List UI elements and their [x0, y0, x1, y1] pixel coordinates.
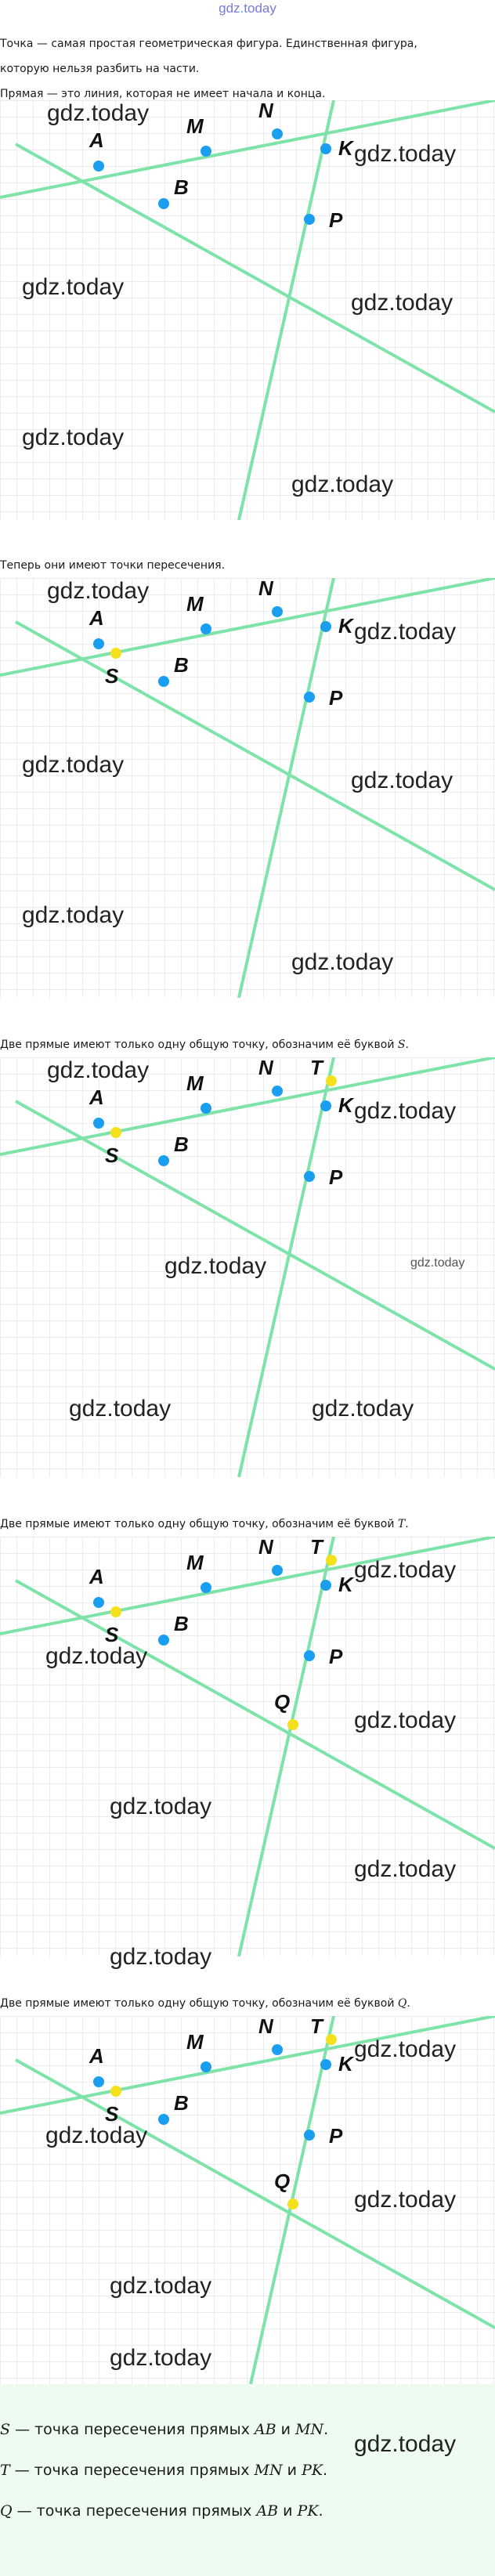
point-p	[304, 1171, 315, 1182]
step-5-prefix: Две прямые имеют только одну общую точку, обозначим её буквой	[0, 1997, 398, 2010]
legend-q-text: — точка пересечения прямых	[12, 2502, 257, 2520]
line-mn	[0, 2016, 495, 2113]
point-s	[110, 648, 121, 659]
watermark: gdz.today	[354, 2187, 457, 2213]
legend-s-var: S	[0, 2421, 11, 2438]
label-m: M	[186, 2030, 204, 2054]
point-s	[110, 1606, 121, 1617]
point-t	[326, 1555, 337, 1566]
legend-s-text: — точка пересечения прямых	[10, 2421, 255, 2438]
label-m: M	[186, 592, 204, 616]
point-b	[158, 676, 169, 687]
logo-tail: today	[244, 1, 276, 16]
line-ab	[16, 1101, 495, 1369]
point-k	[320, 621, 331, 632]
figure-intersection-t	[0, 1537, 495, 1970]
point-q	[287, 2198, 298, 2209]
point-m	[201, 146, 211, 157]
watermark: gdz.today	[22, 752, 125, 778]
watermark: gdz.today	[291, 949, 394, 975]
watermark: gdz.today	[110, 2345, 212, 2371]
step-4-prefix: Две прямые имеют только одну общую точку, обозначим её буквой	[0, 1518, 398, 1530]
figure-intersection-q	[0, 2016, 495, 2384]
point-k	[320, 1580, 331, 1591]
label-q: Q	[274, 2170, 291, 2193]
watermark: gdz.today	[110, 1944, 212, 1970]
logo-dot: .	[240, 1, 244, 16]
label-a: A	[89, 606, 104, 630]
line-mn	[0, 1537, 495, 1634]
watermark: gdz.today	[110, 1794, 212, 1819]
label-t: T	[310, 1057, 323, 1079]
label-n: N	[258, 578, 273, 600]
figure-intersections	[0, 578, 495, 998]
point-a	[93, 2076, 104, 2087]
label-p: P	[329, 208, 343, 232]
watermark: gdz.today	[354, 1557, 457, 1583]
label-b: B	[174, 2091, 189, 2115]
intro-line-3: Прямая — это линия, которая не имеет начала и конца.	[0, 88, 326, 100]
step-3-variable: S	[397, 1039, 406, 1051]
label-s: S	[105, 2102, 119, 2126]
label-b: B	[174, 175, 189, 199]
legend-q-line-2: PK	[297, 2502, 319, 2520]
label-a: A	[89, 1086, 104, 1109]
label-n: N	[258, 1057, 273, 1079]
watermark: gdz.today	[69, 1396, 172, 1422]
label-n: N	[258, 100, 273, 122]
step-2-text: Теперь они имеют точки пересечения.	[0, 559, 226, 572]
label-t: T	[310, 2016, 323, 2038]
label-k: K	[338, 1093, 353, 1117]
point-a	[93, 161, 104, 172]
figure-lines	[0, 100, 495, 520]
step-4-variable: T	[397, 1518, 406, 1530]
point-q	[287, 1719, 298, 1730]
point-n	[272, 2044, 283, 2055]
label-m: M	[186, 1071, 204, 1095]
step-3-text: Две прямые имеют только одну общую точку, обозначим её буквой S.	[0, 1039, 409, 1051]
label-k: K	[338, 136, 353, 160]
label-n: N	[258, 1537, 273, 1559]
label-s: S	[105, 664, 119, 688]
legend-row-q: Q — точка пересечения прямых AB и PK.	[0, 2502, 323, 2520]
point-a	[93, 1597, 104, 1608]
legend-t-text: — точка пересечения прямых	[9, 2462, 255, 2479]
point-k	[320, 143, 331, 154]
intro-line-2: которую нельзя разбить на части.	[0, 63, 200, 75]
legend-s-line-1: AB	[254, 2421, 276, 2438]
legend-q-var: Q	[0, 2502, 13, 2520]
legend-t-and: и	[282, 2462, 302, 2479]
intro-line-1: Точка — самая простая геометрическая фигура. Единственная фигура,	[0, 38, 417, 50]
watermark: gdz.today	[22, 902, 125, 928]
point-p	[304, 692, 315, 703]
point-n	[272, 1086, 283, 1097]
legend-q-line-1: AB	[256, 2502, 279, 2520]
point-a	[93, 638, 104, 649]
watermark: gdz.today	[351, 290, 453, 316]
point-p	[304, 1650, 315, 1661]
point-k	[320, 2059, 331, 2070]
step-5-text: Две прямые имеют только одну общую точку, обозначим её буквой Q.	[0, 1997, 410, 2010]
watermark: gdz.today	[410, 1256, 465, 1270]
watermark: gdz.today	[354, 1707, 457, 1733]
label-p: P	[329, 2124, 343, 2148]
watermark: gdz.today	[354, 1856, 457, 1882]
point-n	[272, 606, 283, 617]
watermark: gdz.today	[22, 274, 125, 300]
watermark: gdz.today	[22, 425, 125, 450]
legend-t-line-2: PK	[302, 2462, 323, 2479]
label-a: A	[89, 2044, 104, 2068]
figure-svg	[0, 1537, 495, 1956]
label-k: K	[338, 2052, 353, 2076]
point-s	[110, 1127, 121, 1138]
label-m: M	[186, 1551, 204, 1574]
label-b: B	[174, 653, 189, 677]
watermark: gdz.today	[47, 100, 150, 126]
label-p: P	[329, 686, 343, 710]
legend-t-var: T	[0, 2462, 10, 2479]
legend-q-and: и	[278, 2502, 298, 2520]
point-n	[272, 128, 283, 139]
line-pk	[239, 1537, 334, 1956]
step-4-text: Две прямые имеют только одну общую точку, обозначим её буквой T.	[0, 1518, 409, 1530]
label-k: K	[338, 1573, 353, 1596]
site-logo[interactable]	[0, 0, 495, 19]
legend-s-and: и	[276, 2421, 295, 2438]
point-m	[201, 1103, 211, 1114]
point-n	[272, 1565, 283, 1576]
watermark: gdz.today	[351, 768, 453, 793]
label-n: N	[258, 2016, 273, 2038]
line-pk	[239, 578, 334, 998]
line-pk	[239, 100, 334, 520]
label-q: Q	[274, 1690, 291, 1714]
label-s: S	[105, 1623, 119, 1646]
label-a: A	[89, 1565, 104, 1588]
label-a: A	[89, 128, 104, 152]
point-m	[201, 1582, 211, 1593]
watermark: gdz.today	[45, 1643, 148, 1669]
point-b	[158, 198, 169, 209]
figure-intersection-s	[0, 1057, 495, 1477]
label-b: B	[174, 1133, 189, 1156]
watermark: gdz.today	[47, 578, 150, 604]
point-m	[201, 2061, 211, 2072]
point-s	[110, 2086, 121, 2097]
watermark: gdz.today	[291, 471, 394, 497]
point-b	[158, 1635, 169, 1646]
watermark: gdz.today	[110, 2273, 212, 2299]
point-t	[326, 1075, 337, 1086]
watermark: gdz.today	[354, 2036, 457, 2062]
point-p	[304, 214, 315, 225]
point-a	[93, 1118, 104, 1129]
point-k	[320, 1100, 331, 1111]
label-s: S	[105, 1143, 119, 1167]
label-m: M	[186, 114, 204, 138]
watermark: gdz.today	[354, 141, 457, 167]
legend-box	[0, 2384, 495, 2576]
watermark: gdz.today	[47, 1057, 150, 1083]
legend-t-line-1: MN	[254, 2462, 283, 2479]
point-b	[158, 1155, 169, 1166]
label-t: T	[310, 1537, 323, 1559]
point-p	[304, 2130, 315, 2141]
label-p: P	[329, 1165, 343, 1189]
watermark: gdz.today	[312, 1396, 414, 1422]
legend-row-t: T — точка пересечения прямых MN и PK.	[0, 2462, 328, 2479]
point-b	[158, 2114, 169, 2125]
watermark: gdz.today	[45, 2123, 148, 2148]
watermark: gdz.today	[354, 1098, 457, 1124]
watermark: gdz.today	[354, 619, 457, 645]
point-t	[326, 2034, 337, 2045]
logo-main: gdz	[219, 1, 240, 16]
label-p: P	[329, 1645, 343, 1668]
legend-s-line-2: MN	[295, 2421, 324, 2438]
watermark: gdz.today	[354, 2431, 457, 2457]
point-m	[201, 623, 211, 634]
label-b: B	[174, 1612, 189, 1635]
watermark: gdz.today	[164, 1253, 267, 1279]
step-3-prefix: Две прямые имеют только одну общую точку, обозначим её буквой	[0, 1039, 398, 1051]
legend-row-s: S — точка пересечения прямых AB и MN.	[0, 2421, 329, 2438]
label-k: K	[338, 614, 353, 638]
step-5-variable: Q	[397, 1997, 407, 2010]
